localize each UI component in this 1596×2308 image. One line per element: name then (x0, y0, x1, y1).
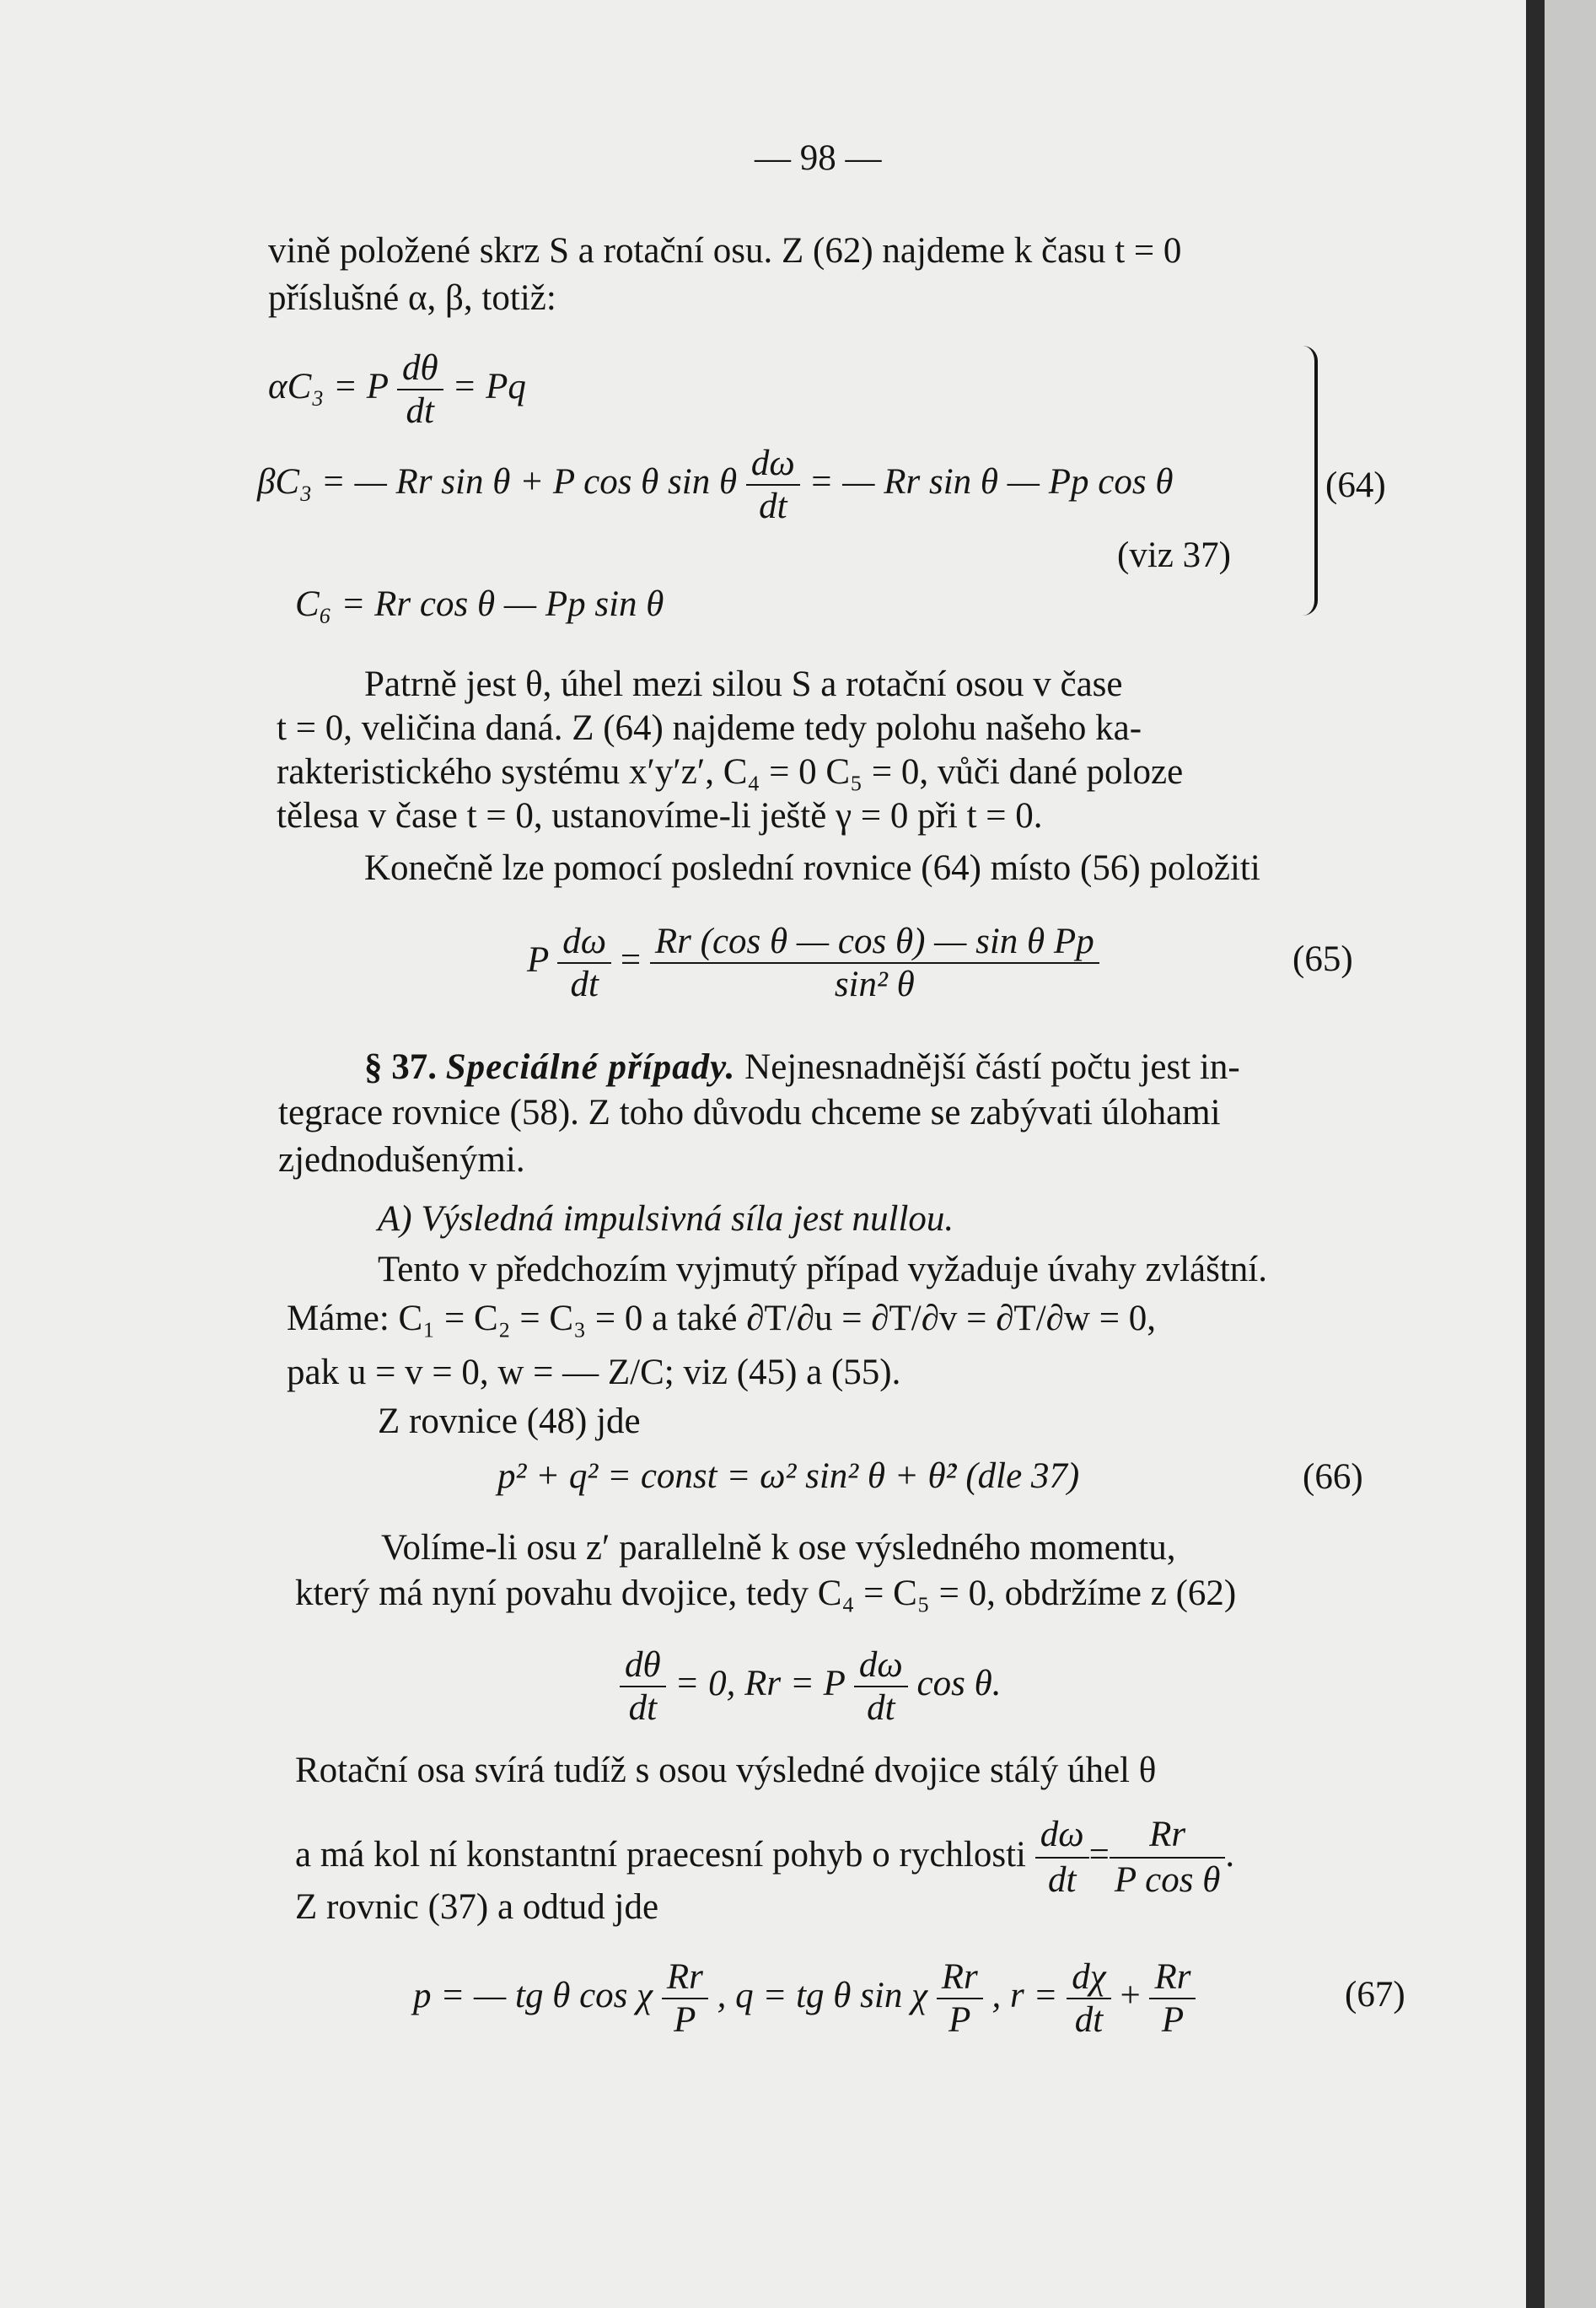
para6-line: Z rovnic (37) a odtud jde (295, 1887, 659, 1927)
eq65-num: Rr (cos θ — cos θ) — sin θ Pp (650, 921, 1099, 964)
eq64-note: (viz 37) (1117, 535, 1231, 575)
eq67-p-den: P (674, 2000, 696, 2040)
eq64-line1-lhs: αC₃ = P (268, 366, 389, 406)
eq64-line2-rhs: = — Rr sin θ — Pp cos θ (809, 461, 1174, 502)
eq67-r-num2: Rr (1149, 1956, 1196, 1999)
book-page-edge (1545, 0, 1596, 2308)
eq67-p-num: Rr (662, 1956, 708, 1999)
eq-mid-den2: dt (867, 1688, 895, 1728)
para5-num2: Rr (1110, 1813, 1225, 1859)
section-symbol: § 37. (364, 1047, 437, 1087)
eq66-label: (66) (1303, 1457, 1363, 1497)
eq64-line1-rhs: = Pq (452, 366, 526, 406)
eq67-p-lhs: p = — tg θ cos χ (413, 1975, 653, 2015)
eq65-rhs-fraction (650, 921, 1099, 1005)
para5-fraction-1 (1035, 1813, 1089, 1902)
eq67-q-fraction (937, 1956, 983, 2041)
para3-line-3: pak u = v = 0, w = — Z/C; viz (45) a (55). (287, 1353, 901, 1392)
eq64-line2-num: dω (746, 443, 800, 486)
eq67-r-fraction-2 (1149, 1956, 1196, 2041)
eq64-line2-fraction (746, 443, 800, 527)
eq64-line1-den: dt (406, 391, 434, 431)
eq67 (413, 1956, 1196, 2041)
intro-line-1: vině položené skrz S a rotační osu. Z (62) najdeme k času t = 0 (268, 231, 1182, 271)
section-line-1: Nejnesnadnější částí počtu jest in- (744, 1047, 1240, 1087)
section-line-3: zjednodušenými. (278, 1140, 525, 1180)
eq64-label: (64) (1325, 465, 1386, 505)
book-spine-shadow (1526, 0, 1545, 2308)
eq-mid-den1: dt (628, 1688, 658, 1728)
eq67-r-lhs: , r = (991, 1975, 1058, 2015)
eq64-line-1 (268, 347, 526, 432)
para5-fraction-2 (1110, 1813, 1225, 1902)
eq65-label: (65) (1292, 939, 1353, 979)
eq66-body: p² + q² = const = ω² sin² θ + θ̇² (dle 37) (497, 1456, 1080, 1496)
eq-mid-middle: = 0, Rr = P (674, 1663, 846, 1703)
para5-period: . (1225, 1834, 1235, 1875)
para4-line-1: Volíme-li osu z′ parallelně k ose výsledného momentu, (381, 1528, 1176, 1568)
para5-num1: dω (1035, 1813, 1089, 1859)
section-heading (364, 1046, 1240, 1089)
eq67-r-den2: P (1161, 2000, 1185, 2040)
eq67-r-den1: dt (1074, 2000, 1104, 2040)
eq67-plus: + (1120, 1975, 1141, 2015)
intro-line-2: příslušné α, β, totiž: (268, 278, 556, 318)
eq65-lhs-den: dt (570, 965, 599, 1004)
eq65-den: sin² θ (834, 965, 915, 1004)
eq65-p: P (527, 939, 549, 980)
para1-line-4: tělesa v čase t = 0, ustanovíme-li ještě γ = 0 při t = 0. (277, 796, 1043, 836)
eq67-p-fraction (662, 1956, 708, 2041)
eq-mid-num1: dθ (620, 1644, 666, 1687)
para1-line-1: Patrně jest θ, úhel mezi silou S a rotační osou v čase (364, 664, 1123, 704)
eq65-lhs-num: dω (557, 921, 611, 964)
eq67-q-num: Rr (937, 1956, 983, 1999)
para3-line-2: Máme: C₁ = C₂ = C₃ = 0 a také ∂T/∂u = ∂T/∂v = ∂T/∂w = 0, (287, 1299, 1156, 1338)
eq67-r-num1: dχ (1067, 1956, 1110, 1999)
eq-mid-num2: dω (854, 1644, 908, 1687)
para3-line-4: Z rovnice (48) jde (378, 1401, 641, 1441)
eq-mid-fraction-2 (854, 1644, 908, 1729)
para4-line-2: který má nyní povahu dvojice, tedy C₄ = C₅ = 0, obdržíme z (62) (295, 1574, 1237, 1613)
para1-line-2: t = 0, veličina daná. Z (64) najdeme tedy polohu našeho ka- (277, 708, 1142, 748)
para5-line-1: Rotační osa svírá tudíž s osou výsledné dvojice stálý úhel θ (295, 1751, 1157, 1790)
eq-mid-fraction-1 (620, 1644, 666, 1729)
para1-line-3: rakteristického systému x′y′z′, C₄ = 0 C₅ = 0, vůči dané poloze (277, 752, 1184, 792)
eq65: P $\frac{d\omega}{dt}$ = $\frac{\text{Rr (cos θ — cos θ) — sin θ Pp}}{\text{sin² θ}}$ (527, 921, 1099, 1005)
para5-den1: dt (1047, 1860, 1077, 1900)
subheading: A) Výsledná impulsivná síla jest nullou. (378, 1199, 954, 1239)
eq64-line2-den: dt (759, 487, 787, 526)
eq64-line-2 (257, 443, 1173, 527)
para5-line-2-text: a má kol ní konstantní praecesní pohyb o rychlosti (295, 1834, 1026, 1875)
section-title: Speciálné případy. (445, 1047, 736, 1087)
eq64-line-3: C₆ = Rr cos θ — Pp sin θ (295, 584, 664, 624)
eq65-lhs-fraction (557, 921, 611, 1005)
eq64-line1-fraction (397, 347, 443, 432)
eq-mid-tail: cos θ. (916, 1663, 1002, 1703)
para5-equals: = (1088, 1834, 1110, 1875)
eq64-line1-num: dθ (397, 347, 443, 390)
page-number: — 98 — (755, 138, 882, 178)
eq67-label: (67) (1345, 1975, 1405, 2015)
eq-mid (620, 1644, 1001, 1729)
eq67-q-den: P (948, 2000, 971, 2040)
section-line-2: tegrace rovnice (58). Z toho důvodu chceme se zabývati úlohami (278, 1093, 1221, 1132)
eq67-r-fraction-1 (1067, 1956, 1110, 2041)
para5-den2: P cos θ (1114, 1860, 1221, 1900)
para3-line-1: Tento v předchozím vyjmutý případ vyžaduje úvahy zvláštní. (378, 1250, 1267, 1289)
eq64-line2-lhs: βC₃ = — Rr sin θ + P cos θ sin θ (257, 461, 738, 502)
para2-line: Konečně lze pomocí poslední rovnice (64) místo (56) položiti (364, 848, 1260, 888)
eq64-brace (1303, 346, 1318, 616)
eq67-q-lhs: , q = tg θ sin χ (717, 1975, 927, 2015)
